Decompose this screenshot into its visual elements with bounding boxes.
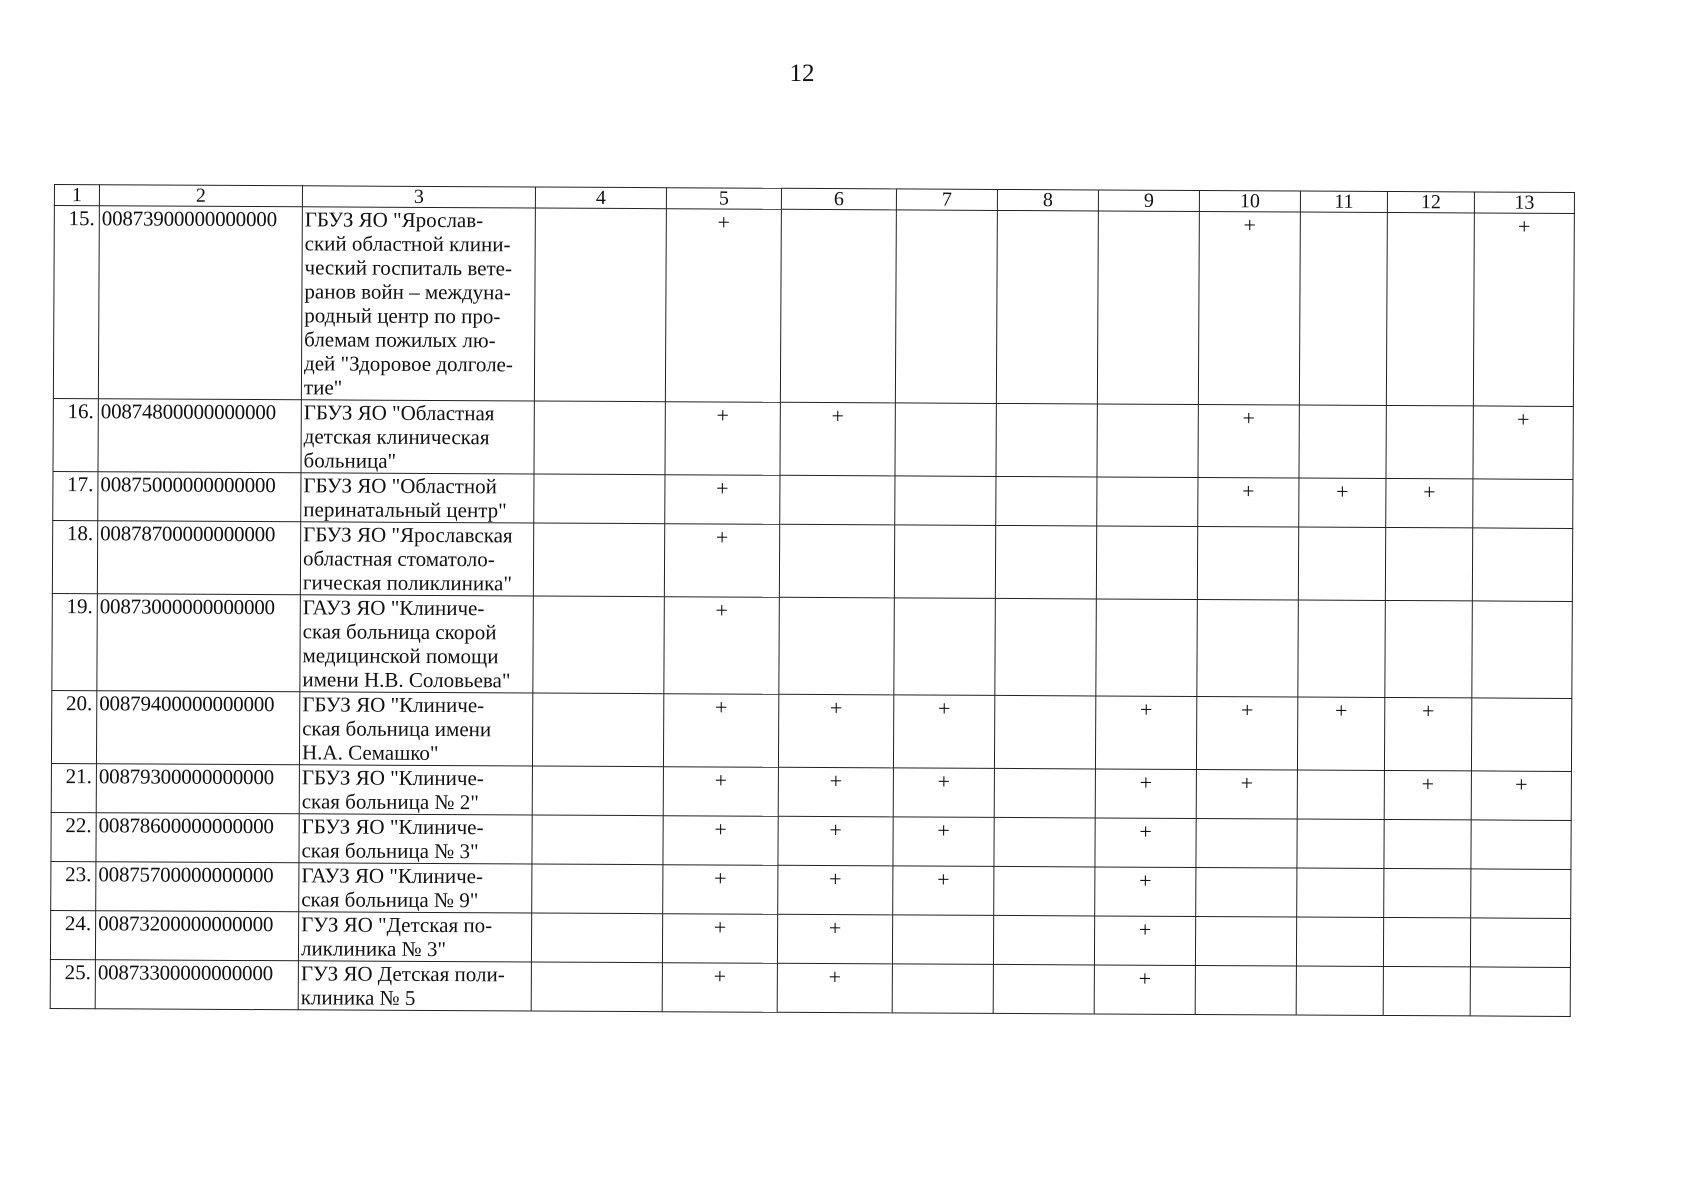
institution-name bbox=[300, 522, 533, 596]
mark-cell-col-5: + bbox=[663, 767, 778, 817]
mark-cell-col-7 bbox=[895, 476, 996, 526]
institution-name-line: ГБУЗ ЯО "Клиниче- bbox=[301, 765, 484, 791]
institution-code: 00878600000000000 bbox=[96, 813, 299, 863]
mark-cell-col-8 bbox=[993, 915, 1094, 965]
institution-name-line: Н.А. Семашко" bbox=[301, 740, 439, 766]
mark-cell-col-8 bbox=[995, 525, 1096, 599]
mark-cell-col-13 bbox=[1471, 698, 1571, 772]
institution-code: 00875700000000000 bbox=[96, 862, 299, 912]
mark-cell-col-10 bbox=[1195, 965, 1296, 1015]
institution-name-line: клиника № 5 bbox=[300, 985, 416, 1010]
mark-cell-col-13 bbox=[1470, 967, 1570, 1017]
row-number: 21. bbox=[51, 763, 96, 812]
mark-cell-col-8 bbox=[996, 476, 1097, 526]
table-body bbox=[50, 206, 1574, 1017]
row-number: 17. bbox=[53, 471, 98, 520]
institution-code: 00873300000000000 bbox=[95, 960, 298, 1010]
mark-cell-col-9 bbox=[1096, 526, 1197, 600]
institution-name-line: медицинской помощи bbox=[302, 643, 499, 669]
institution-code: 00873000000000000 bbox=[97, 594, 301, 692]
mark-cell-col-7 bbox=[895, 210, 997, 404]
mark-cell-col-10 bbox=[1196, 867, 1297, 917]
mark-cell-col-7 bbox=[894, 598, 996, 696]
row-number: 25. bbox=[50, 959, 95, 1008]
mark-cell-col-7 bbox=[892, 915, 993, 965]
mark-cell-col-8 bbox=[994, 866, 1095, 916]
row-number: 15. bbox=[53, 206, 99, 399]
table-row bbox=[51, 763, 1571, 820]
mark-cell-col-4 bbox=[532, 766, 663, 816]
column-header: 11 bbox=[1300, 191, 1387, 212]
page-number: 12 bbox=[789, 60, 815, 87]
mark-cell-col-9 bbox=[1097, 404, 1198, 478]
institution-name-line: ГБУЗ ЯО "Клиниче- bbox=[301, 814, 484, 840]
mark-cell-col-10: + bbox=[1198, 211, 1300, 405]
mark-cell-col-13: + bbox=[1471, 771, 1571, 821]
column-header: 12 bbox=[1387, 191, 1474, 212]
mark-cell-col-11: + bbox=[1299, 478, 1386, 527]
mark-cell-col-4 bbox=[532, 864, 663, 914]
mark-cell-col-10: + bbox=[1196, 769, 1297, 819]
institution-name-line: ГБУЗ ЯО "Клиниче- bbox=[302, 692, 485, 718]
mark-cell-col-4 bbox=[534, 208, 666, 402]
mark-cell-col-5: + bbox=[665, 402, 780, 476]
mark-cell-col-8 bbox=[993, 964, 1094, 1014]
mark-cell-col-11 bbox=[1299, 405, 1386, 478]
mark-cell-col-9: + bbox=[1095, 818, 1196, 868]
mark-cell-col-10 bbox=[1197, 599, 1299, 697]
mark-cell-col-8 bbox=[996, 403, 1097, 477]
mark-cell-col-5: + bbox=[664, 524, 779, 598]
institution-name-line: ческий госпиталь вете- bbox=[304, 255, 513, 281]
column-header: 1 bbox=[54, 185, 99, 206]
row-number: 22. bbox=[51, 812, 96, 861]
mark-cell-col-8 bbox=[995, 598, 1097, 696]
column-header: 7 bbox=[896, 189, 997, 211]
institutions-table bbox=[50, 184, 1575, 1017]
table-row bbox=[51, 812, 1571, 869]
institution-name-line: дей "Здоровое долголе- bbox=[304, 351, 513, 377]
mark-cell-col-4 bbox=[533, 523, 664, 597]
institution-name-line: ликлиника № 3" bbox=[300, 936, 446, 962]
institution-name-line: ский областной клини- bbox=[304, 231, 511, 257]
mark-cell-col-11 bbox=[1296, 966, 1383, 1015]
mark-cell-col-9: + bbox=[1095, 696, 1196, 770]
table-row bbox=[52, 520, 1572, 601]
mark-cell-col-9: + bbox=[1094, 916, 1195, 966]
mark-cell-col-7: + bbox=[893, 866, 994, 916]
table-row bbox=[53, 206, 1574, 407]
mark-cell-col-13: + bbox=[1473, 406, 1573, 480]
mark-cell-col-11 bbox=[1297, 770, 1384, 819]
mark-cell-col-11 bbox=[1297, 868, 1384, 917]
column-header: 10 bbox=[1199, 190, 1300, 212]
mark-cell-col-6: + bbox=[778, 865, 893, 915]
column-header: 5 bbox=[666, 188, 781, 210]
institution-code: 00875000000000000 bbox=[98, 472, 301, 522]
mark-cell-col-5: + bbox=[663, 865, 778, 915]
institution-name bbox=[301, 400, 534, 474]
mark-cell-col-6 bbox=[780, 209, 896, 403]
row-number: 23. bbox=[51, 861, 96, 910]
institution-name-line: ГУЗ ЯО "Детская по- bbox=[301, 912, 493, 938]
mark-cell-col-8 bbox=[996, 210, 1098, 404]
column-header: 6 bbox=[781, 188, 896, 210]
row-number: 24. bbox=[50, 910, 95, 959]
mark-cell-col-4 bbox=[532, 815, 663, 865]
mark-cell-col-8 bbox=[994, 817, 1095, 867]
mark-cell-col-4 bbox=[531, 962, 662, 1012]
mark-cell-col-9 bbox=[1097, 477, 1198, 527]
mark-cell-col-8 bbox=[994, 768, 1095, 818]
institution-name-line: ГБУЗ ЯО "Ярослав- bbox=[304, 207, 484, 233]
mark-cell-col-6 bbox=[780, 475, 895, 525]
mark-cell-col-12: + bbox=[1384, 697, 1471, 770]
table-row bbox=[51, 690, 1571, 771]
mark-cell-col-11: + bbox=[1297, 697, 1384, 770]
mark-cell-col-9: + bbox=[1094, 965, 1195, 1015]
column-header: 2 bbox=[99, 185, 302, 207]
column-header: 3 bbox=[302, 186, 535, 208]
table-row bbox=[53, 471, 1573, 528]
institution-name-line: имени Н.В. Соловьева" bbox=[302, 667, 511, 693]
mark-cell-col-10: + bbox=[1198, 477, 1299, 527]
institution-name-line: ская больница скорой bbox=[302, 619, 497, 645]
mark-cell-col-6 bbox=[779, 597, 895, 695]
mark-cell-col-6: + bbox=[777, 914, 892, 964]
institution-name-line: блемам пожилых лю- bbox=[304, 327, 496, 353]
mark-cell-col-11 bbox=[1297, 819, 1384, 868]
institution-name bbox=[299, 814, 532, 864]
institution-name-line: ская больница № 2" bbox=[301, 789, 479, 815]
institution-name-line: тие" bbox=[303, 375, 343, 400]
mark-cell-col-12 bbox=[1386, 212, 1474, 405]
mark-cell-col-12 bbox=[1385, 600, 1473, 697]
mark-cell-col-4 bbox=[534, 474, 665, 524]
row-number: 18. bbox=[52, 520, 97, 593]
institution-name-line: ская больница № 3" bbox=[301, 838, 479, 864]
table-row bbox=[52, 593, 1572, 698]
institution-code: 00873200000000000 bbox=[95, 911, 298, 961]
mark-cell-col-5: + bbox=[665, 209, 781, 403]
mark-cell-col-7 bbox=[894, 525, 995, 599]
mark-cell-col-5: + bbox=[662, 963, 777, 1013]
mark-cell-col-11 bbox=[1298, 600, 1386, 697]
institution-name-line: ГАУЗ ЯО "Клиниче- bbox=[302, 595, 485, 621]
mark-cell-col-11 bbox=[1299, 212, 1387, 405]
institution-name-line: родный центр по про- bbox=[304, 303, 501, 329]
table-row bbox=[50, 959, 1570, 1016]
column-header: 4 bbox=[535, 187, 666, 209]
institution-name-line: областная стоматоло- bbox=[302, 546, 495, 572]
table-row bbox=[53, 398, 1573, 479]
mark-cell-col-11 bbox=[1298, 527, 1385, 600]
institution-name-line: больница" bbox=[303, 448, 397, 473]
institution-name-line: ская больница имени bbox=[302, 716, 492, 742]
institution-name-line: перинатальный центр" bbox=[303, 497, 507, 523]
institution-name-line: ГБУЗ ЯО "Областная bbox=[303, 400, 495, 426]
mark-cell-col-7 bbox=[892, 964, 993, 1014]
mark-cell-col-9: + bbox=[1095, 867, 1196, 917]
mark-cell-col-13 bbox=[1470, 918, 1570, 968]
mark-cell-col-7: + bbox=[893, 695, 994, 769]
mark-cell-col-4 bbox=[533, 596, 665, 694]
mark-cell-col-13 bbox=[1471, 869, 1571, 919]
institution-code: 00878700000000000 bbox=[97, 521, 300, 595]
table-row bbox=[50, 910, 1570, 967]
mark-cell-col-12 bbox=[1386, 405, 1473, 478]
mark-cell-col-13 bbox=[1472, 528, 1572, 602]
mark-cell-col-4 bbox=[534, 401, 665, 475]
mark-cell-col-13 bbox=[1473, 479, 1573, 529]
mark-cell-col-12: + bbox=[1386, 478, 1473, 527]
mark-cell-col-12 bbox=[1383, 966, 1470, 1015]
institution-code: 00874800000000000 bbox=[98, 399, 301, 473]
mark-cell-col-7 bbox=[895, 403, 996, 477]
mark-cell-col-9 bbox=[1096, 599, 1198, 697]
mark-cell-col-7: + bbox=[893, 817, 994, 867]
institution-name-line: детская клиническая bbox=[303, 424, 490, 450]
mark-cell-col-12 bbox=[1383, 917, 1470, 966]
row-number: 16. bbox=[53, 398, 98, 471]
institution-name bbox=[298, 912, 531, 962]
mark-cell-col-5: + bbox=[663, 816, 778, 866]
institution-name-line: ранов войн – междуна- bbox=[304, 279, 511, 305]
institution-name bbox=[299, 863, 532, 913]
institution-code: 00879400000000000 bbox=[96, 691, 299, 765]
mark-cell-col-9 bbox=[1097, 211, 1199, 405]
mark-cell-col-6: + bbox=[778, 767, 893, 817]
institution-name bbox=[301, 207, 535, 401]
mark-cell-col-6: + bbox=[778, 816, 893, 866]
column-header: 13 bbox=[1474, 192, 1574, 214]
institution-code: 00873900000000000 bbox=[98, 206, 302, 400]
mark-cell-col-10 bbox=[1197, 526, 1298, 600]
mark-cell-col-13 bbox=[1471, 820, 1571, 870]
institution-name-line: гическая поликлиника" bbox=[302, 570, 513, 596]
mark-cell-col-5: + bbox=[665, 475, 780, 525]
institution-name bbox=[298, 961, 531, 1011]
institution-name-line: ГБУЗ ЯО "Областной bbox=[303, 473, 497, 499]
mark-cell-col-13: + bbox=[1473, 213, 1574, 407]
mark-cell-col-10: + bbox=[1196, 696, 1297, 770]
institution-name bbox=[300, 595, 534, 693]
table-row bbox=[51, 861, 1571, 918]
column-header: 9 bbox=[1098, 190, 1199, 212]
mark-cell-col-12 bbox=[1385, 527, 1472, 600]
mark-cell-col-12 bbox=[1384, 819, 1471, 868]
row-number: 20. bbox=[51, 690, 96, 763]
mark-cell-col-12: + bbox=[1384, 770, 1471, 819]
mark-cell-col-9: + bbox=[1095, 769, 1196, 819]
row-number: 19. bbox=[52, 593, 98, 690]
institution-name-line: ГАУЗ ЯО "Клиниче- bbox=[301, 863, 484, 889]
mark-cell-col-10 bbox=[1196, 818, 1297, 868]
mark-cell-col-5: + bbox=[664, 597, 780, 695]
mark-cell-col-4 bbox=[532, 693, 663, 767]
mark-cell-col-10 bbox=[1195, 916, 1296, 966]
mark-cell-col-6: + bbox=[777, 963, 892, 1013]
mark-cell-col-8 bbox=[994, 695, 1095, 769]
institution-name bbox=[301, 473, 534, 523]
mark-cell-col-10: + bbox=[1198, 404, 1299, 478]
mark-cell-col-13 bbox=[1472, 601, 1573, 699]
institution-name-line: ГУЗ ЯО Детская поли- bbox=[300, 961, 505, 987]
mark-cell-col-6: + bbox=[780, 402, 895, 476]
institution-name-line: ГБУЗ ЯО "Ярославская bbox=[303, 522, 513, 548]
mark-cell-col-11 bbox=[1296, 917, 1383, 966]
institution-code: 00879300000000000 bbox=[96, 764, 299, 814]
mark-cell-col-12 bbox=[1384, 868, 1471, 917]
institution-name-line: ская больница № 9" bbox=[301, 887, 479, 913]
column-header: 8 bbox=[997, 189, 1098, 211]
mark-cell-col-5: + bbox=[663, 694, 778, 768]
mark-cell-col-6 bbox=[779, 524, 894, 598]
mark-cell-col-7: + bbox=[893, 768, 994, 818]
mark-cell-col-4 bbox=[531, 913, 662, 963]
institution-name bbox=[299, 765, 532, 815]
mark-cell-col-6: + bbox=[778, 694, 893, 768]
institution-name bbox=[299, 692, 532, 766]
mark-cell-col-5: + bbox=[662, 914, 777, 964]
